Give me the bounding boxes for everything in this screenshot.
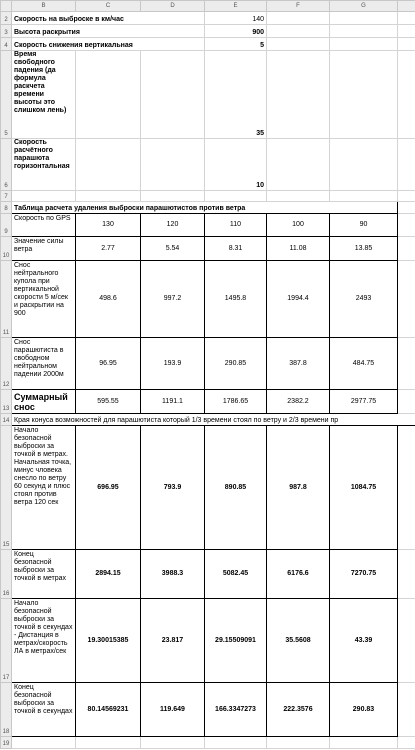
row-header[interactable]: 16 <box>1 550 12 599</box>
sheet-row <box>1 550 415 599</box>
cell[interactable] <box>76 51 141 139</box>
cell-label[interactable]: Снос нейтрального купола при вертикальной скорости 5 м/сек и раскрытии на 900 <box>12 261 76 338</box>
column-header-d[interactable]: D <box>141 1 205 12</box>
cell[interactable] <box>330 38 398 51</box>
cell[interactable] <box>330 737 398 749</box>
sheet-row <box>1 338 415 390</box>
cell[interactable] <box>205 737 267 749</box>
cell-value[interactable]: 696.95 <box>76 426 141 550</box>
cell[interactable] <box>398 214 415 237</box>
cell-value[interactable]: 1994.4 <box>267 261 330 338</box>
cell[interactable] <box>398 261 415 338</box>
cell-value[interactable]: 1191.1 <box>141 390 205 414</box>
sheet-row <box>1 414 415 426</box>
sheet-row <box>1 214 415 237</box>
sheet-row <box>1 237 415 261</box>
row-header[interactable]: 14 <box>1 414 12 426</box>
row-header[interactable]: 11 <box>1 261 12 338</box>
cell[interactable] <box>398 426 415 550</box>
cell-label[interactable]: Суммарный снос <box>12 390 76 414</box>
cell[interactable] <box>398 25 415 38</box>
cell-value[interactable]: 484.75 <box>330 338 398 390</box>
cell-value[interactable]: 7270.75 <box>330 550 398 599</box>
cell-value[interactable]: 890.85 <box>205 426 267 550</box>
column-header-b[interactable]: B <box>12 1 76 12</box>
cell-value[interactable]: 5082.45 <box>205 550 267 599</box>
sheet-row <box>1 599 415 683</box>
cell[interactable] <box>141 191 205 202</box>
row-header[interactable]: 15 <box>1 426 12 550</box>
sheet-row <box>1 139 415 191</box>
cell-value[interactable]: 35.5608 <box>267 599 330 683</box>
column-header-f[interactable]: F <box>267 1 330 12</box>
cell[interactable] <box>398 550 415 599</box>
sheet-row <box>1 261 415 338</box>
cell[interactable] <box>267 25 330 38</box>
row-header[interactable]: 7 <box>1 191 12 202</box>
cell-value[interactable]: 1084.75 <box>330 426 398 550</box>
cell-value[interactable]: 43.39 <box>330 599 398 683</box>
row-header[interactable]: 13 <box>1 390 12 414</box>
cell-value[interactable]: 11.08 <box>267 237 330 261</box>
sheet-row <box>1 683 415 737</box>
row-header[interactable]: 8 <box>1 202 12 214</box>
cell[interactable] <box>76 191 141 202</box>
cell[interactable] <box>267 38 330 51</box>
cell-value[interactable]: 8.31 <box>205 237 267 261</box>
cell-value[interactable]: 10 <box>205 139 267 191</box>
cell[interactable] <box>330 12 398 25</box>
cell-value[interactable]: 6176.6 <box>267 550 330 599</box>
cell-value[interactable]: 793.9 <box>141 426 205 550</box>
row-header[interactable]: 2 <box>1 12 12 25</box>
cell[interactable] <box>205 191 267 202</box>
row-header[interactable]: 17 <box>1 599 12 683</box>
cell[interactable] <box>398 191 415 202</box>
row-header[interactable]: 5 <box>1 51 12 139</box>
cell-value[interactable]: 2977.75 <box>330 390 398 414</box>
cell[interactable] <box>330 51 398 139</box>
row-header[interactable]: 19 <box>1 737 12 749</box>
cell-value[interactable]: 110 <box>205 214 267 237</box>
cell-note[interactable]: Края конуса возможностей для парашютиста который 1/3 времени стоял по ветру и 2/3 времени пр <box>12 414 415 426</box>
cell-value[interactable]: 119.649 <box>141 683 205 737</box>
cell-value[interactable]: 90 <box>330 214 398 237</box>
cell[interactable] <box>330 139 398 191</box>
column-header-e[interactable]: E <box>205 1 267 12</box>
cell-label[interactable]: Конец безопасной выброски за точкой в метрах <box>12 550 76 599</box>
cell-label[interactable]: Значение силы ветра <box>12 237 76 261</box>
cell-value[interactable]: 1495.8 <box>205 261 267 338</box>
cell-value[interactable]: 29.15509091 <box>205 599 267 683</box>
cell-value[interactable]: 900 <box>205 25 267 38</box>
cell-value[interactable]: 80.14569231 <box>76 683 141 737</box>
cell[interactable] <box>76 139 141 191</box>
cell-value[interactable]: 166.3347273 <box>205 683 267 737</box>
cell-value[interactable]: 2493 <box>330 261 398 338</box>
cell[interactable] <box>141 51 205 139</box>
row-header[interactable]: 18 <box>1 683 12 737</box>
cell-label[interactable]: Скорость по GPS <box>12 214 76 237</box>
cell-label[interactable]: Начало безопасной выброски за точкой в секундах - Дистанция в метрах/скорость ЛА в метрах/сек <box>12 599 76 683</box>
cell[interactable] <box>398 139 415 191</box>
cell-label[interactable]: Снос парашютиста в свободном нейтральном падении 2000м <box>12 338 76 390</box>
row-header[interactable]: 12 <box>1 338 12 390</box>
sheet-row <box>1 426 415 550</box>
table-title[interactable]: Таблица расчета удаления выброски парашютистов против ветра <box>12 202 398 214</box>
cell[interactable] <box>141 139 205 191</box>
cell-value[interactable]: 140 <box>205 12 267 25</box>
cell[interactable] <box>398 390 415 414</box>
row-header[interactable]: 6 <box>1 139 12 191</box>
cell[interactable] <box>398 737 415 749</box>
cell-value[interactable]: 595.55 <box>76 390 141 414</box>
cell-value[interactable]: 35 <box>205 51 267 139</box>
cell-value[interactable]: 13.85 <box>330 237 398 261</box>
sheet-row <box>1 38 415 51</box>
cell[interactable] <box>267 51 330 139</box>
cell-value[interactable]: 2382.2 <box>267 390 330 414</box>
cell-value[interactable]: 290.83 <box>330 683 398 737</box>
sheet-row <box>1 12 415 25</box>
cell-value[interactable]: 2894.15 <box>76 550 141 599</box>
sheet-row <box>1 51 415 139</box>
cell-value[interactable]: 387.8 <box>267 338 330 390</box>
column-header-g[interactable]: G <box>330 1 398 12</box>
cell[interactable] <box>76 737 141 749</box>
cell-value[interactable]: 120 <box>141 214 205 237</box>
cell[interactable] <box>398 12 415 25</box>
sheet-row <box>1 390 415 414</box>
cell[interactable] <box>398 202 415 214</box>
cell-value[interactable]: 3988.3 <box>141 550 205 599</box>
row-header[interactable]: 4 <box>1 38 12 51</box>
sheet-row <box>1 202 415 214</box>
corner-cell[interactable] <box>1 1 12 12</box>
cell-label[interactable]: Высота раскрытия <box>12 25 205 38</box>
cell-value[interactable]: 498.6 <box>76 261 141 338</box>
cell-value[interactable]: 290.85 <box>205 338 267 390</box>
cell-label[interactable]: Скорость расчётного парашюта горизонтальная <box>12 139 76 191</box>
cell-value[interactable]: 1786.65 <box>205 390 267 414</box>
cell[interactable] <box>398 38 415 51</box>
column-header-h[interactable] <box>398 1 415 12</box>
cell-value[interactable]: 19.30015385 <box>76 599 141 683</box>
cell-label[interactable]: Конец безопасной выброски за точкой в секундах <box>12 683 76 737</box>
cell-value[interactable]: 130 <box>76 214 141 237</box>
sheet-row <box>1 737 415 749</box>
cell[interactable] <box>398 237 415 261</box>
cell[interactable] <box>398 599 415 683</box>
cell-value[interactable]: 23.817 <box>141 599 205 683</box>
cell[interactable] <box>330 25 398 38</box>
cell-value[interactable]: 100 <box>267 214 330 237</box>
cell[interactable] <box>267 139 330 191</box>
cell-value[interactable]: 2.77 <box>76 237 141 261</box>
cell[interactable] <box>267 12 330 25</box>
cell[interactable] <box>141 737 205 749</box>
sheet-row <box>1 25 415 38</box>
cell-value[interactable]: 193.9 <box>141 338 205 390</box>
cell-value[interactable]: 96.95 <box>76 338 141 390</box>
sheet-row <box>1 191 415 202</box>
cell-label[interactable]: Начало безопасной выброски за точкой в метрах. Начальная точка, минус чловека снесло по ветру 60 секунд и плюс стоял против ветра 120 сек <box>12 426 76 550</box>
cell-label[interactable]: Скорость снижения вертикальная <box>12 38 205 51</box>
cell[interactable] <box>267 737 330 749</box>
row-header[interactable]: 9 <box>1 214 12 237</box>
cell-value[interactable]: 987.8 <box>267 426 330 550</box>
row-header[interactable]: 3 <box>1 25 12 38</box>
column-header-row <box>1 1 415 12</box>
cell-label[interactable]: Скорость на выброске в км/час <box>12 12 205 25</box>
cell[interactable] <box>267 191 330 202</box>
cell[interactable] <box>398 51 415 139</box>
row-header[interactable]: 10 <box>1 237 12 261</box>
column-header-c[interactable]: C <box>76 1 141 12</box>
cell-label[interactable]: Время свободного падения (да формула раскчета времени высоты это слишком лень) <box>12 51 76 139</box>
cell[interactable] <box>398 683 415 737</box>
cell[interactable] <box>398 338 415 390</box>
cell-value[interactable]: 5 <box>205 38 267 51</box>
cell-value[interactable]: 997.2 <box>141 261 205 338</box>
cell-value[interactable]: 222.3576 <box>267 683 330 737</box>
cell-value[interactable]: 5.54 <box>141 237 205 261</box>
cell[interactable] <box>12 191 76 202</box>
cell[interactable] <box>330 191 398 202</box>
cell[interactable] <box>12 737 76 749</box>
